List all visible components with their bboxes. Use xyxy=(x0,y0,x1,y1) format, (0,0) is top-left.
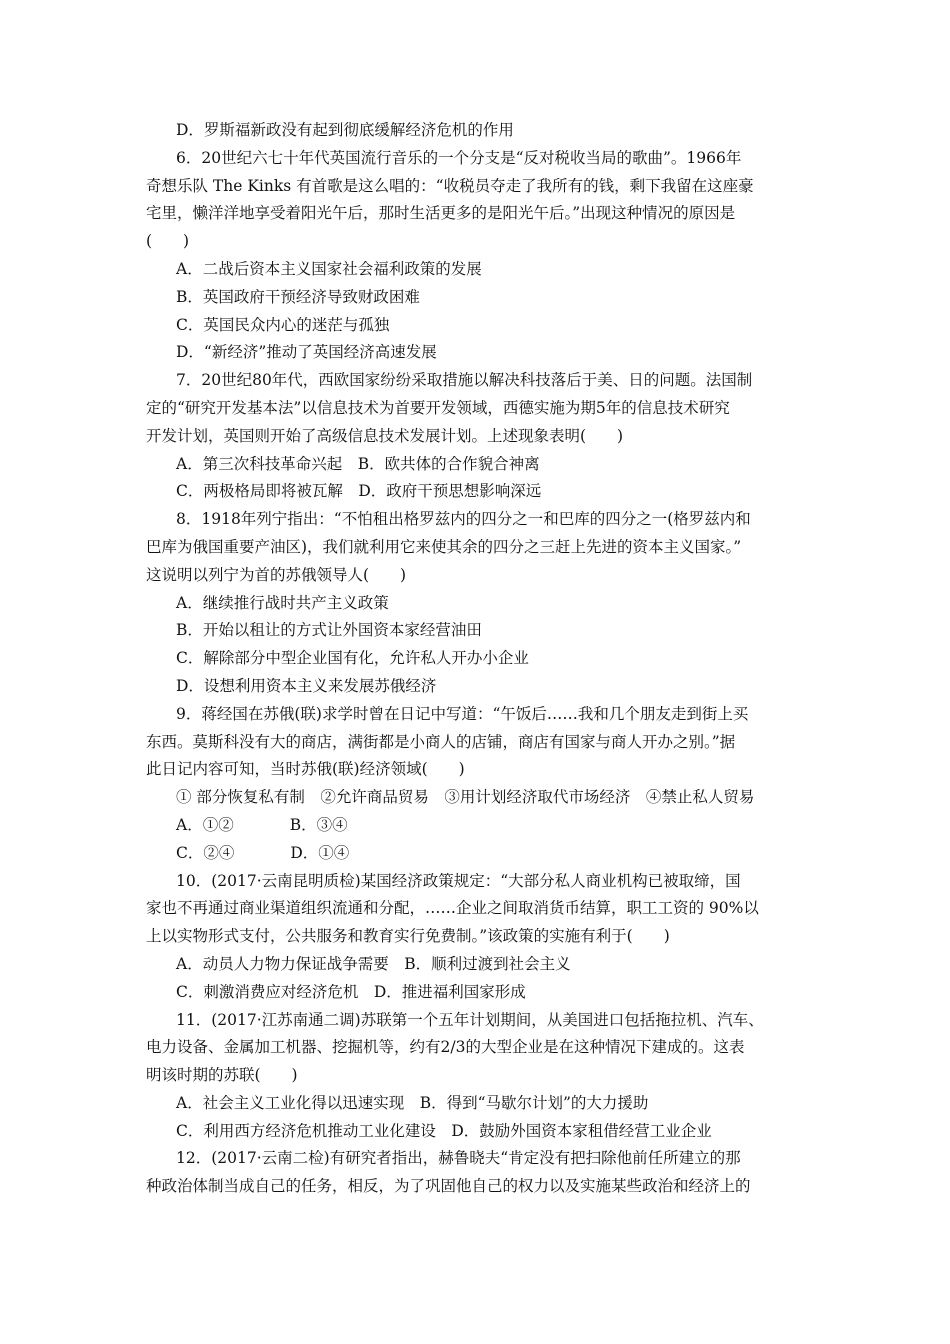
option-b: B．③④ xyxy=(289,815,348,834)
question-6 xyxy=(146,145,806,367)
statement-list: ① 部分恢复私有制 ②允许商品贸易 ③用计划经济取代市场经济 ④禁止私人贸易 xyxy=(176,788,755,807)
question-stem-line: 东西。莫斯科没有大的商店，满街都是小商人的店铺，商店有国家与商人开办之别。”据 xyxy=(146,732,736,751)
question-11 xyxy=(146,1007,806,1146)
question-stem-line: 种政治体制当成自己的任务，相反，为了巩固他自己的权力以及实施某些政治和经济上的 xyxy=(146,1177,751,1196)
question-10 xyxy=(146,868,806,1007)
question-stem-line: 9．蒋经国在苏俄(联)求学时曾在日记中写道：“午饭后……我和几个朋友走到街上买 xyxy=(176,704,749,723)
option-row xyxy=(146,840,806,868)
question-stem-line: 12．(2017·云南二检)有研究者指出，赫鲁晓夫“肯定没有把扫除他前任所建立的那 xyxy=(176,1149,741,1168)
option-c: C．英国民众内心的迷茫与孤独 xyxy=(176,315,390,334)
question-stem-line: 7．20世纪80年代，西欧国家纷纷采取措施以解决科技落后于美、日的问题。法国制 xyxy=(176,371,753,390)
option-a: A．二战后资本主义国家社会福利政策的发展 xyxy=(176,259,482,278)
question-stem-line: 10．(2017·云南昆明质检)某国经济政策规定：“大部分私人商业机构已被取缔，国 xyxy=(176,871,741,890)
question-stem-line: 定的“研究开发基本法”以信息技术为首要开发领域，西德实施为期5年的信息技术研究 xyxy=(146,398,730,417)
question-stem-line: 开发计划，英国则开始了高级信息技术发展计划。上述现象表明( ) xyxy=(146,426,624,445)
question-stem-line: 上以实物形式支付，公共服务和教育实行免费制。”该政策的实施有利于( ) xyxy=(146,927,670,946)
option-ab: A．社会主义工业化得以迅速实现 B．得到“马歇尔计划”的大力援助 xyxy=(176,1093,649,1112)
option-c: C．解除部分中型企业国有化，允许私人开办小企业 xyxy=(176,649,529,668)
option-ab: A．动员人力物力保证战争需要 B．顺利过渡到社会主义 xyxy=(176,954,571,973)
option-c: C．②④ xyxy=(176,843,235,862)
option-a: A．继续推行战时共产主义政策 xyxy=(176,593,389,612)
option-cd: C．两极格局即将被瓦解 D．政府干预思想影响深远 xyxy=(176,482,542,501)
question-stem-line: 此日记内容可知，当时苏俄(联)经济领域( ) xyxy=(146,760,465,779)
question-stem-line: 11．(2017·江苏南通二调)苏联第一个五年计划期间，从美国进口包括拖拉机、汽车、 xyxy=(176,1010,764,1029)
question-stem-line: 这说明以列宁为首的苏俄领导人( ) xyxy=(146,565,407,584)
option-d: D．设想利用资本主义来发展苏俄经济 xyxy=(176,676,437,695)
option-d: D．“新经济”推动了英国经济高速发展 xyxy=(176,343,437,362)
question-12 xyxy=(146,1145,806,1201)
option-ab: A．第三次科技革命兴起 B．欧共体的合作貌合神离 xyxy=(176,454,540,473)
question-stem-line: 巴库为俄国重要产油区)，我们就利用它来使其余的四分之三赶上先进的资本主义国家。” xyxy=(146,537,742,556)
question-7 xyxy=(146,367,806,506)
question-stem-line: 宅里，懒洋洋地享受着阳光午后，那时生活更多的是阳光午后。”出现这种情况的原因是 xyxy=(146,204,736,223)
option-b: B．英国政府干预经济导致财政困难 xyxy=(176,287,420,306)
question-stem-line: 8．1918年列宁指出：“不怕租出格罗兹内的四分之一和巴库的四分之一(格罗兹内和 xyxy=(176,510,751,529)
option-d: D．①④ xyxy=(290,843,350,862)
question-stem-line: 奇想乐队 The Kinks 有首歌是这么唱的：“收税员夺走了我所有的钱，剩下我留在这座豪 xyxy=(146,176,754,195)
question-stem-line: 家也不再通过商业渠道组织流通和分配，……企业之间取消货币结算，职工工资的 90%以 xyxy=(146,899,759,918)
option-cd: C．刺激消费应对经济危机 D．推进福利国家形成 xyxy=(176,982,526,1001)
question-8 xyxy=(146,506,806,701)
option-row xyxy=(146,812,806,840)
option-b: B．开始以租让的方式让外国资本家经营油田 xyxy=(176,621,482,640)
question-stem-line: 明该时期的苏联( ) xyxy=(146,1066,298,1085)
question-9 xyxy=(146,701,806,868)
answer-blank: ( ) xyxy=(146,232,190,251)
option-a: A．①② xyxy=(176,815,234,834)
option-cd: C．利用西方经济危机推动工业化建设 D．鼓励外国资本家租借经营工业企业 xyxy=(176,1121,712,1140)
question-stem-line: 电力设备、金属加工机器、挖掘机等，约有2/3的大型企业是在这种情况下建成的。这表 xyxy=(146,1038,745,1057)
question-stem-line: 6．20世纪六七十年代英国流行音乐的一个分支是“反对税收当局的歌曲”。1966年 xyxy=(176,148,742,167)
option-text: D．罗斯福新政没有起到彻底缓解经济危机的作用 xyxy=(176,121,514,139)
question-list xyxy=(146,117,806,1201)
